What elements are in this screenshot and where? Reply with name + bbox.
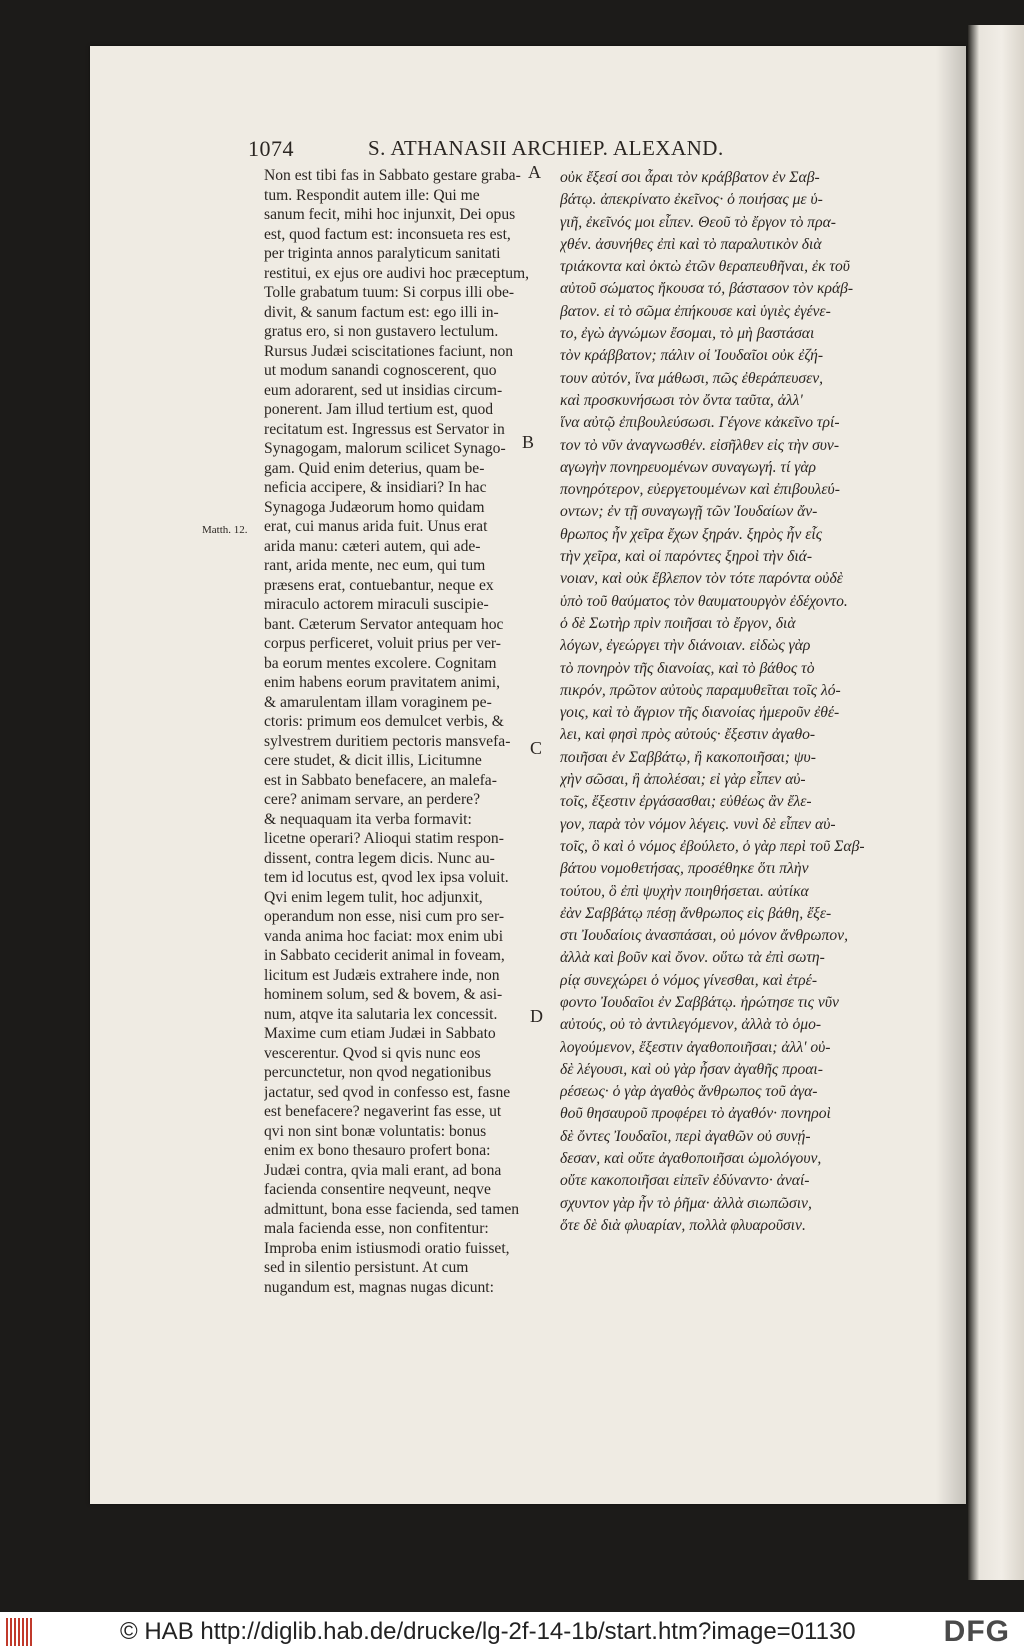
latin-text-line: divit, & sanum factum est: ego illi in- [264, 303, 499, 321]
greek-text-line: οὐκ ἔξεσί σοι ἆραι τὸν κράββατον ἐν Σαβ- [560, 169, 820, 186]
greek-text-line: τὸ πονηρὸν τῆς διανοίας, καὶ τὸ βάθος τὸ [560, 659, 815, 677]
latin-text-line: rant, arida mente, nec eum, qui tum [264, 557, 486, 574]
latin-text-line: ponerent. Jam illud tertium est, quod [264, 401, 494, 418]
latin-text-line: tem id locutus est, qvod lex ipsa voluit. [264, 869, 509, 886]
greek-text-line: ἵνα αὐτῷ ἐπιβουλεύσωσι. Γέγονε κἀκεῖνο τρί- [560, 414, 840, 432]
latin-text-line: enim habens eorum pravitatem animi, [264, 674, 501, 691]
latin-text-line: restitui, ex ejus ore audivi hoc præceptum, [264, 264, 530, 282]
greek-text-line: δεσαν, καὶ οὔτε ἀγαθοποιῆσαι ὡμολόγουν, [560, 1150, 822, 1168]
greek-text-line: λόγων, ἐγεώργει τὴν διάνοιαν. εἰδὼς γὰρ [560, 637, 811, 655]
latin-text-line: cere studet, & dicit illis, Licitumne [264, 752, 482, 769]
latin-text-line: tum. Respondit autem ille: Qui me [264, 186, 480, 204]
latin-text-line: corpus perficeret, voluit prius per ver- [264, 635, 501, 652]
latin-text-line: licitum est Judæis extrahere inde, non [264, 966, 500, 984]
latin-text-line: enim ex bono thesauro profert bona: [264, 1142, 491, 1159]
latin-text-line: hominem solum, sed & bovem, & asi- [264, 986, 503, 1003]
latin-text-line: Qvi enim legem tulit, hoc adjunxit, [264, 888, 483, 906]
greek-text-line: λογούμενον, ἔξεστιν ἀγαθοποιῆσαι; ἀλλ' οὐ- [560, 1038, 831, 1056]
latin-text-line: & nequaquam ita verba formavit: [264, 810, 472, 828]
greek-text-line: τοῖς, ἔξεστιν ἐργάσασθαι; εὐθέως ἂν ἔλε- [560, 793, 812, 811]
latin-text-line: Judæi contra, qvia mali erant, ad bona [264, 1161, 502, 1179]
greek-text-line: γον, παρὰ τὸν νόμον λέγεις. νυνὶ δὲ εἶπεν αὐ- [560, 815, 836, 833]
greek-text-line: ρίᾳ συνεχώρει ὁ νόμος γίνεσθαι, καὶ ἐτρέ- [560, 971, 818, 989]
greek-text-line: πονηρότερον, εὐεργετουμένων καὶ ἐπιβουλεύ- [560, 481, 840, 499]
greek-text-line: αγωγὴν πονηρευομένων συναγωγή. τί γὰρ [560, 458, 817, 476]
latin-text-line: cere? animam servare, an perdere? [264, 791, 480, 808]
latin-text-line: percunctetur, non qvod negationibus [264, 1064, 492, 1081]
latin-text-line: est in Sabbato benefacere, an malefa- [264, 771, 497, 789]
latin-text-line: admittunt, bona esse facienda, sed tamen [264, 1200, 520, 1218]
latin-text-line: ba eorum mentes excolere. Cognitam [264, 654, 497, 672]
greek-text-line: σχυντον γὰρ ἦν τὸ ῥῆμα· ἀλλὰ σιωπῶσιν, [560, 1194, 812, 1212]
greek-text-line: ποιῆσαι ἐν Σαββάτῳ, ἢ κακοποιῆσαι; ψυ- [560, 748, 816, 766]
greek-text-line: ὑπὸ τοῦ θαύματος τὸν θαυματουργὸν ἐδέχοντο. [560, 592, 848, 610]
greek-text-line: αὐτούς, οὐ τὸ ἀντιλεγόμενον, ἀλλὰ τὸ ὁμο- [560, 1016, 822, 1034]
adjacent-page-edge [968, 25, 1024, 1580]
latin-text-line: per triginta annos paralyticum sanitati [264, 245, 501, 262]
greek-text-line: φοντο Ἰουδαῖοι ἐν Σαββάτῳ. ἠρώτησε τις νῦν [560, 993, 839, 1011]
hab-logo-icon [6, 1618, 32, 1646]
latin-text-line: bant. Cæterum Servator antequam hoc [264, 615, 504, 633]
greek-text-line: τουν αὐτόν, ἵνα μάθωσι, πῶς ἐθεράπευσεν, [560, 369, 824, 387]
greek-text-line: τριάκοντα καὶ ὀκτὼ ἐτῶν θεραπευθῆναι, ἐκ τοῦ [560, 258, 850, 276]
latin-text-line: erat, cui manus arida fuit. Unus erat [264, 518, 488, 535]
latin-text-line: Synagogam, malorum scilicet Synago- [264, 440, 506, 457]
section-marker-b: B [522, 432, 535, 452]
latin-text-line: num, atqve ita salutaria lex concessit. [264, 1005, 498, 1023]
latin-text-line: sylvestrem duritiem pectoris mansvefa- [264, 732, 511, 750]
footer-bar [0, 1612, 1024, 1652]
greek-text-line: στι Ἰουδαίοις ἀνασπάσαι, οὐ μόνον ἄνθρωπον, [560, 927, 848, 945]
greek-text-line: τούτου, ὃ ἐπὶ ψυχὴν ποιηθήσεται. αὐτίκα [560, 882, 809, 900]
greek-text-line: ρέσεως· ὁ γὰρ ἀγαθὸς ἄνθρωπος τοῦ ἀγα- [560, 1083, 818, 1101]
latin-text-line: & amarulentam illam voraginem pe- [264, 693, 492, 711]
latin-text-line: eum adorarent, sed ut insidias circum- [264, 381, 503, 399]
latin-text-line: ctoris: primum eos demulcet verbis, & [264, 713, 504, 730]
greek-text-line: θοῦ θησαυροῦ προφέρει τὸ ἀγαθόν· πονηροὶ [560, 1105, 831, 1123]
greek-text-line: ἀλλὰ καὶ βοῦν καὶ ὄνον. οὕτω τὰ ἐπὶ σωτη- [560, 949, 825, 967]
latin-text-line: jactatur, sed qvod in confesso est, fasne [264, 1083, 511, 1101]
greek-text-line: γιῆ, ἐκεῖνός μοι εἶπεν. Θεοῦ τὸ ἔργον τὸ πρα- [560, 213, 836, 231]
greek-text-line: καὶ προσκυνήσωσι τὸν ὄντα ταῦτα, ἀλλ' [560, 391, 803, 409]
latin-text-line: Maxime cum etiam Judæi in Sabbato [264, 1025, 496, 1042]
book-page [90, 46, 966, 1504]
latin-text-line: nugandum est, magnas nugas dicunt: [264, 1278, 494, 1296]
section-marker-a: A [528, 162, 541, 182]
latin-text-line: ut modum sanandi cognoscerent, quo [264, 362, 497, 379]
greek-text-line: τοῖς, ὃ καὶ ὁ νόμος ἐβούλετο, ὁ γὰρ περὶ τοῦ Σαβ- [560, 837, 865, 855]
margin-note: Matth. 12. [202, 524, 248, 536]
latin-text-line: vescerentur. Qvod si qvis nunc eos [264, 1044, 481, 1062]
latin-text-line: arida manu: cæteri autem, qui ade- [264, 537, 481, 555]
greek-text-line: χθέν. ἀσυνήθες ἐπὶ καὶ τὸ παραλυτικὸν διὰ [560, 235, 822, 253]
latin-text-line: facienda consentire neqveunt, neqve [264, 1181, 491, 1198]
latin-text-line: qvi non sint bonæ voluntatis: bonus [264, 1122, 487, 1140]
latin-text-line: vanda anima hoc faciat: mox enim ubi [264, 927, 504, 945]
latin-text-line: licetne operari? Alioqui statim respon- [264, 830, 504, 847]
latin-text-line: in Sabbato ceciderit animal in foveam, [264, 947, 505, 964]
greek-text-line: νοιαν, καὶ οὐκ ἔβλεπον τὸν τότε παρόντα οὐδὲ [560, 570, 843, 588]
latin-text-line: recitatum est. Ingressus est Servator in [264, 420, 505, 438]
page-title: S. ATHANASII ARCHIEP. ALEXAND. [368, 136, 724, 160]
latin-column [264, 166, 544, 1297]
latin-text-line: sanum fecit, mihi hoc injunxit, Dei opus [264, 206, 516, 223]
latin-text-line: neficia accipere, & insidiari? In hac [264, 479, 487, 496]
latin-text-line: miraculo actorem miraculi suscipie- [264, 596, 489, 613]
greek-column [560, 167, 920, 1237]
latin-text-line: præsens erat, contuebantur, neque ex [264, 576, 494, 594]
greek-text-line: πικρόν, πρῶτον αὐτοὺς παραμυθεῖται τοῖς λό- [560, 681, 841, 699]
greek-text-line: δὲ λέγουσι, καὶ οὐ γὰρ ἦσαν ἀγαθῆς προαι- [560, 1060, 823, 1078]
latin-text-line: Improba enim istiusmodi oratio fuisset, [264, 1239, 510, 1257]
latin-text-line: est benefacere? negaverint fas esse, ut [264, 1103, 502, 1120]
source-credit[interactable]: © HAB http://diglib.hab.de/drucke/lg-2f-14-1b/start.htm?image=01130 [120, 1618, 856, 1645]
greek-text-line: βατον. εἰ τὸ σῶμα ἐπήκουσε καὶ ὑγιὲς ἐγένε- [560, 302, 831, 320]
greek-text-line: δὲ ὄντες Ἰουδαῖοι, περὶ ἀγαθῶν οὐ συνῄ- [560, 1127, 811, 1145]
latin-text-line: dissent, contra legem dicis. Nunc au- [264, 849, 495, 867]
greek-text-line: οντων; ἐν τῇ συναγωγῇ τῶν Ἰουδαίων ἄν- [560, 503, 818, 521]
latin-text-line: sed in silentio persistunt. At cum [264, 1259, 469, 1276]
greek-text-line: τὸν κράββατον; πάλιν οἱ Ἰουδαῖοι οὐκ ἐζή- [560, 347, 824, 365]
section-marker-c: C [530, 738, 543, 758]
greek-text-line: βάτου νομοθετήσας, προσέθηκε ὅτι πλὴν [560, 860, 809, 878]
greek-text-line: τὴν χεῖρα, καὶ οἱ παρόντες ξηροὶ τὴν διά- [560, 548, 813, 566]
latin-text-line: est, quod factum est: inconsueta res est, [264, 225, 511, 243]
greek-text-line: βάτῳ. ἀπεκρίνατο ἐκεῖνος· ὁ ποιήσας με ὑ- [560, 191, 823, 209]
section-marker-d: D [530, 1006, 543, 1026]
latin-text-line: Tolle grabatum tuum: Si corpus illi obe- [264, 284, 515, 301]
greek-text-line: χὴν σῶσαι, ἢ ἀπολέσαι; εἰ γὰρ εἶπεν αὐ- [560, 771, 806, 789]
latin-text-line: Non est tibi fas in Sabbato gestare graba- [264, 167, 521, 184]
greek-text-line: ἐὰν Σαββάτῳ πέσῃ ἄνθρωπος εἰς βάθη, ἔξε- [560, 904, 832, 922]
page-number: 1074 [248, 136, 294, 161]
greek-text-line: αὐτοῦ σώματος ἤκουσα τό, βάστασον τὸν κράβ- [560, 280, 854, 298]
greek-text-line: ὁ δὲ Σωτὴρ πρὶν ποιῆσαι τὸ ἔργον, διὰ [560, 614, 796, 632]
latin-text-line: operandum non esse, nisi cum pro ser- [264, 908, 505, 925]
greek-text-line: ὅτε δὲ διὰ φλυαρίαν, πολλὰ φλυαροῦσιν. [560, 1216, 806, 1234]
greek-text-line: τον τὸ νῦν ἀναγνωσθέν. εἰσῆλθεν εἰς τὴν συν- [560, 436, 840, 454]
greek-text-line: το, ἐγὼ ἀγνώμων ἔσομαι, τὸ μὴ βαστάσαι [560, 325, 815, 343]
greek-text-line: θρωπος ἦν χεῖρα ἔχων ξηράν. ξηρὸς ἦν εἷς [560, 525, 823, 543]
latin-text-line: mala facienda esse, non confitentur: [264, 1220, 489, 1237]
dfg-logo: DFG [943, 1615, 1010, 1648]
latin-text-line: Rursus Judæi sciscitationes faciunt, non [264, 342, 514, 360]
latin-text-line: gam. Quid enim deterius, quam be- [264, 459, 485, 477]
greek-text-line: οὔτε κακοποιῆσαι εἰπεῖν ἐδύναντο· ἀναί- [560, 1172, 810, 1190]
greek-text-line: γοις, καὶ τὸ ἄγριον τῆς διανοίας ἡμεροῦν ἐθέ- [560, 704, 840, 722]
greek-text-line: λει, καὶ φησὶ πρὸς αὐτούς· ἔξεστιν ἀγαθο- [560, 726, 816, 744]
latin-text-line: gratus ero, si non gustavero lectulum. [264, 323, 499, 340]
latin-text-line: Synagoga Judæorum homo quidam [264, 498, 485, 516]
